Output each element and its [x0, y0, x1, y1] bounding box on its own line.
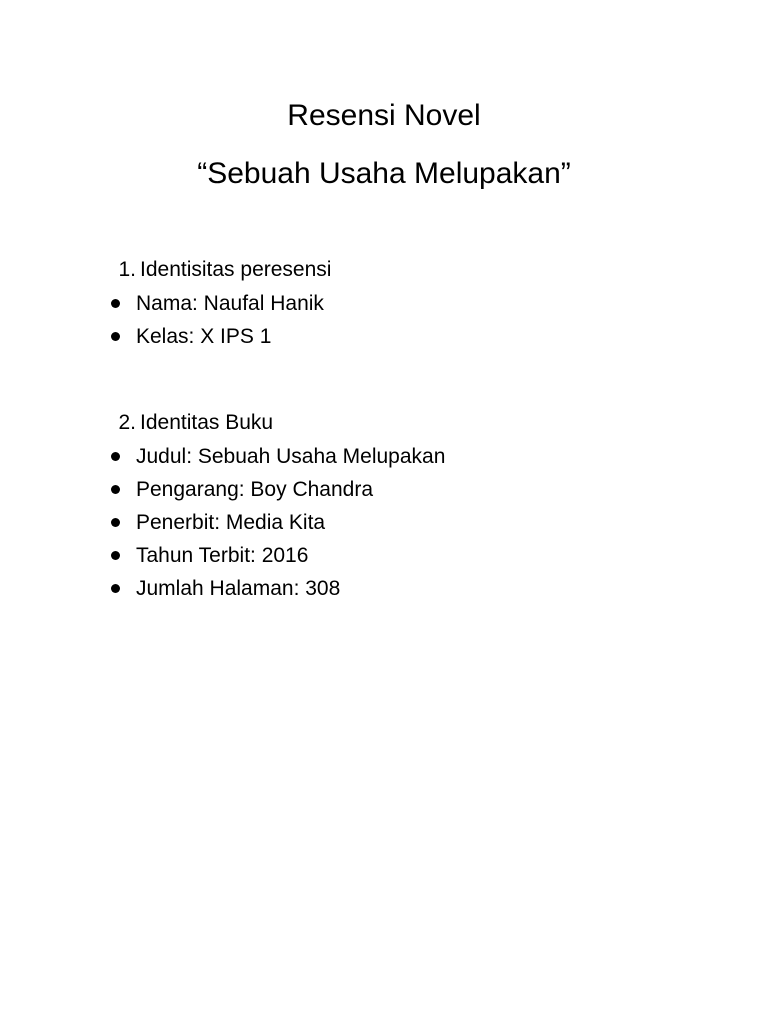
bullet-list	[106, 440, 706, 605]
document-title: Resensi Novel	[287, 99, 481, 132]
list-item	[106, 440, 706, 473]
list-item	[106, 572, 706, 605]
list-item	[106, 320, 706, 353]
list-item	[106, 506, 706, 539]
bullet-icon	[111, 332, 120, 341]
bullet-icon	[111, 518, 120, 527]
bullet-icon	[111, 452, 120, 461]
list-item-text: Jumlah Halaman: 308	[136, 576, 341, 600]
list-item	[106, 473, 706, 506]
list-item-text: Penerbit: Media Kita	[136, 510, 326, 534]
bullet-list	[106, 287, 706, 353]
list-item	[106, 287, 706, 320]
bullet-icon	[111, 485, 120, 494]
list-item-text: Judul: Sebuah Usaha Melupakan	[136, 444, 446, 468]
novel-title: “Sebuah Usaha Melupakan”	[197, 157, 571, 190]
list-item-text: Tahun Terbit: 2016	[136, 543, 309, 567]
list-item-text: Pengarang: Boy Chandra	[136, 477, 373, 501]
list-item	[106, 539, 706, 572]
section-heading	[106, 408, 706, 440]
list-item-text: Kelas: X IPS 1	[136, 324, 272, 348]
section-heading-text: Identisitas peresensi	[140, 258, 332, 281]
section-book-identity	[106, 408, 706, 605]
section-heading-text: Identitas Buku	[140, 411, 274, 434]
bullet-icon	[111, 584, 120, 593]
section-number: 2.	[118, 411, 136, 434]
list-item-text: Nama: Naufal Hanik	[136, 291, 324, 315]
section-heading	[106, 255, 706, 287]
section-number: 1.	[118, 258, 136, 281]
bullet-icon	[111, 551, 120, 560]
section-reviewer-identity	[106, 255, 706, 353]
bullet-icon	[111, 299, 120, 308]
